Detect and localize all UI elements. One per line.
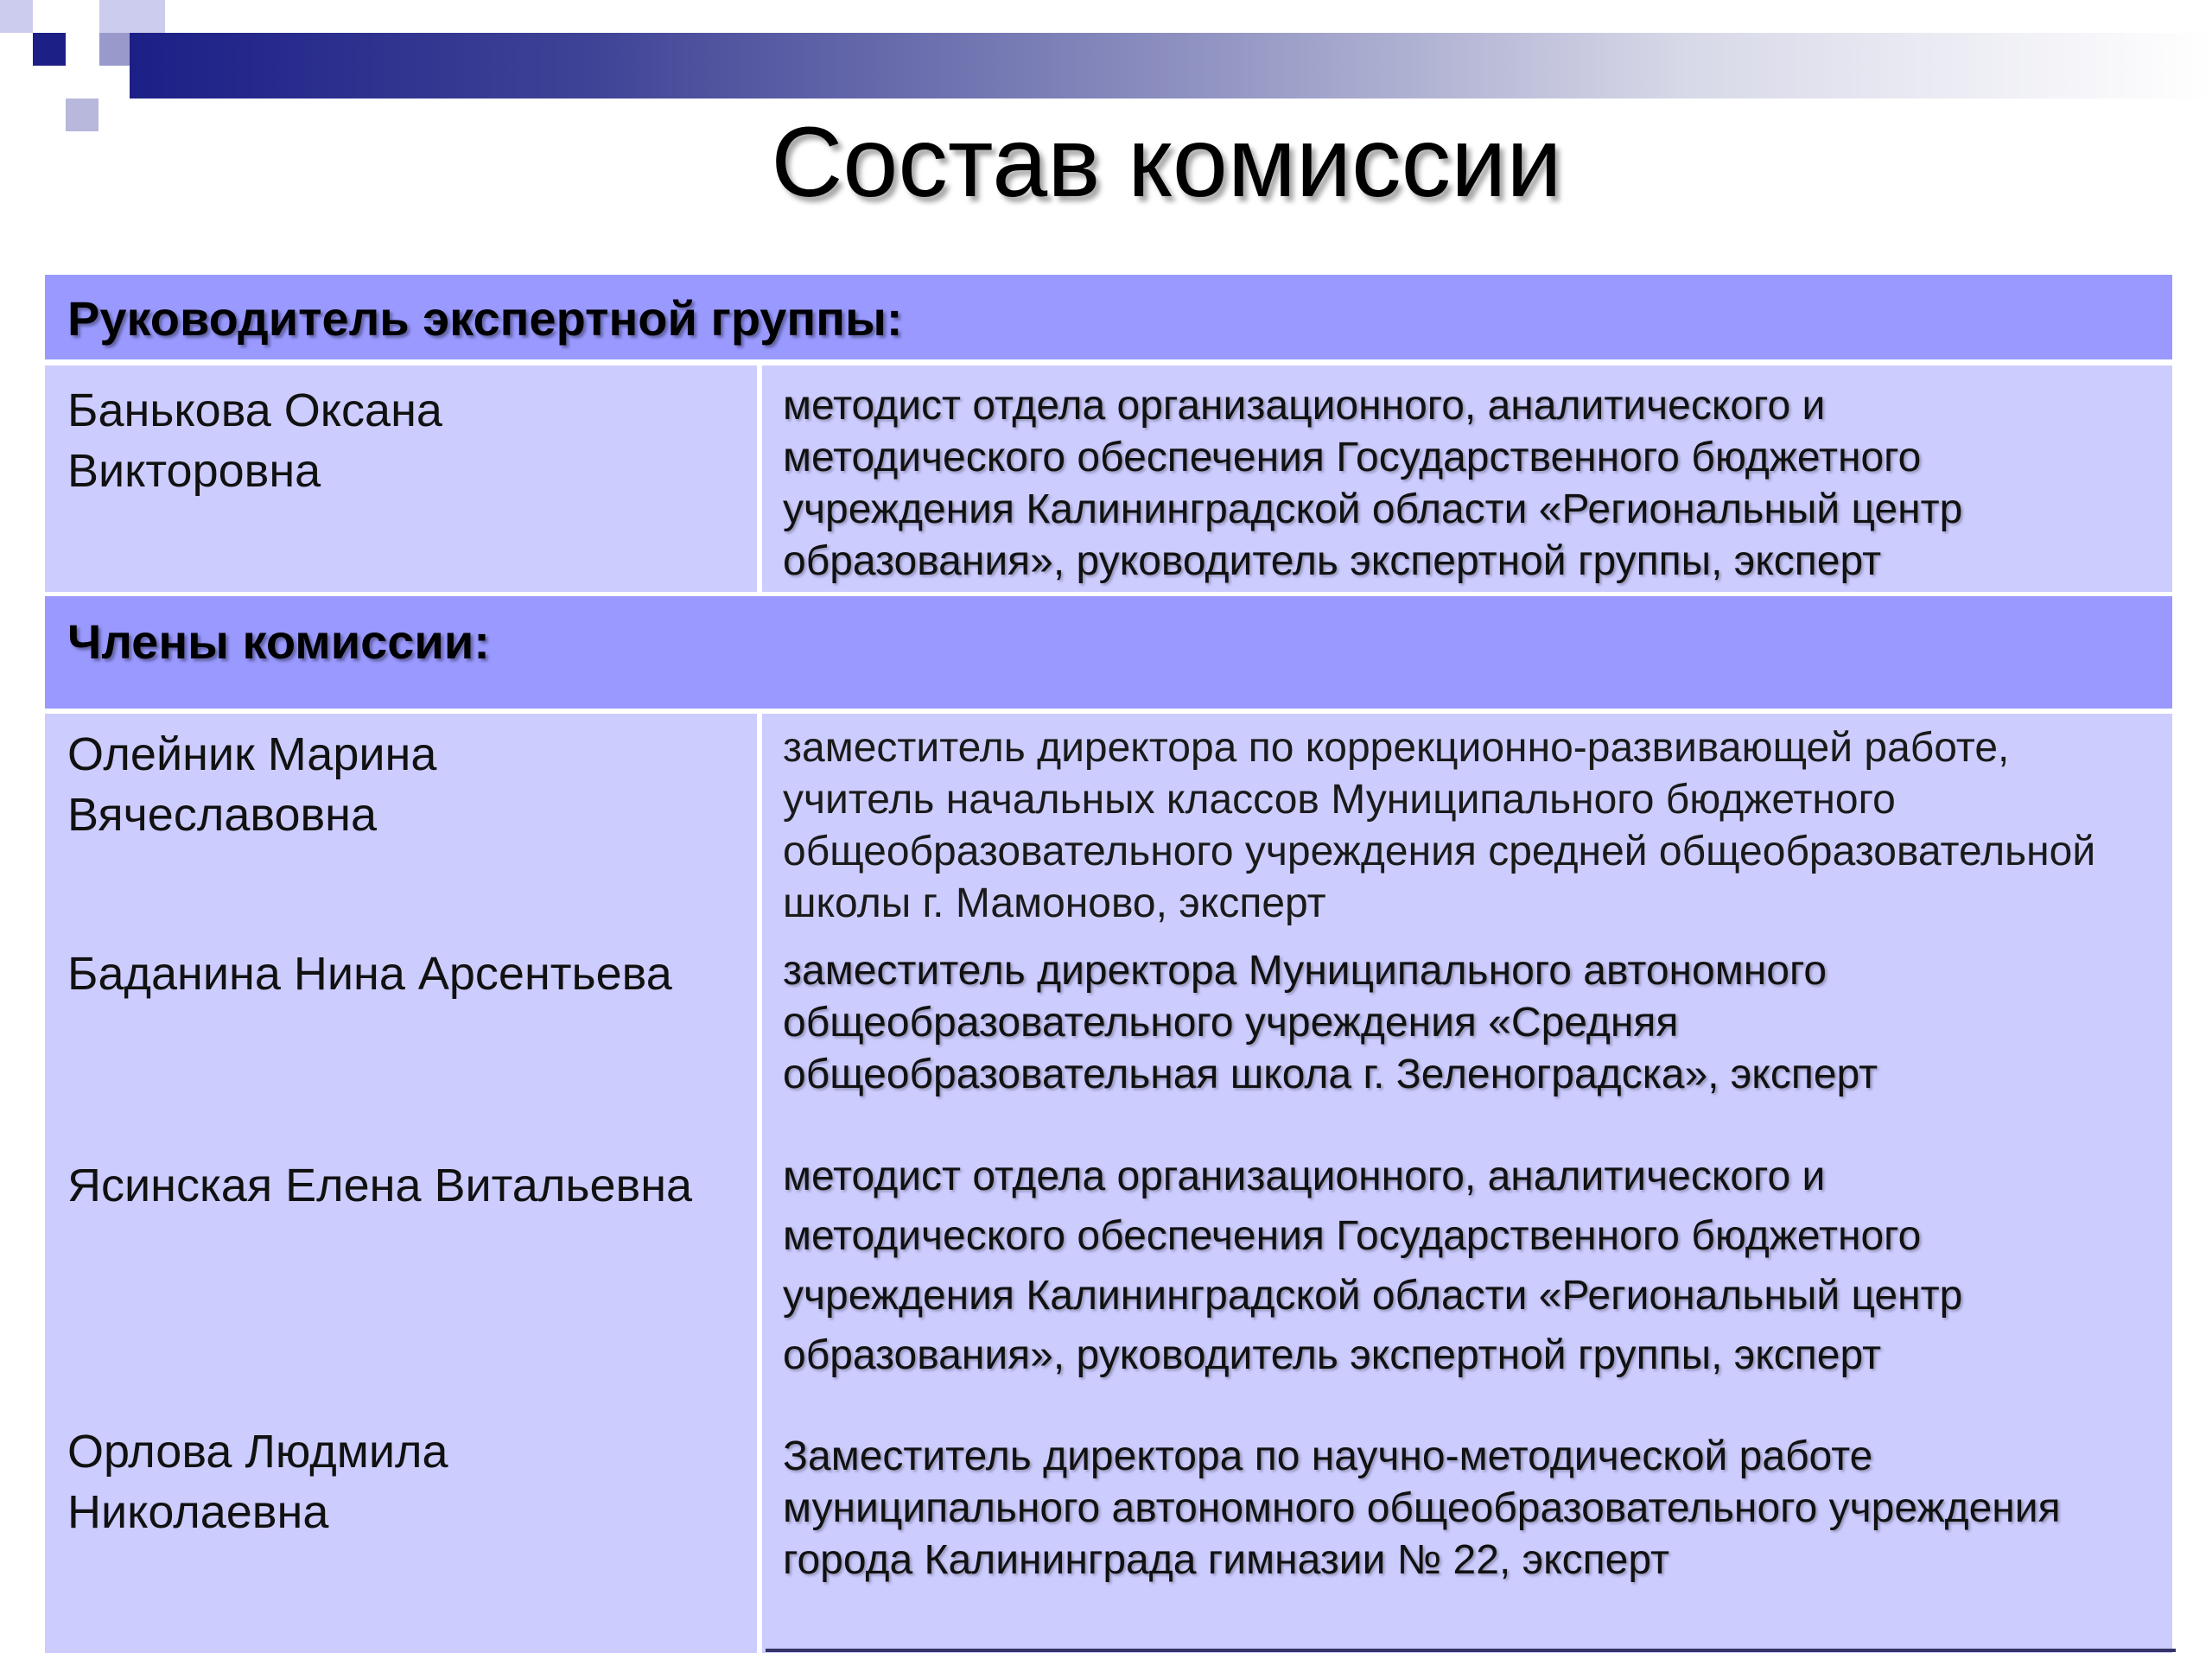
desc-line: учреждения Калининградской области «Региональный центр [783, 1273, 1963, 1319]
member-description [783, 945, 2139, 1101]
commission-table [45, 275, 2172, 1653]
header-banner [130, 33, 2212, 99]
desc-line: заместитель директора по коррекционно-развивающей работе, [783, 725, 2010, 771]
leader-header-label: Руководитель экспертной группы: [67, 291, 903, 346]
leader-name-line2: Викторовна [67, 445, 321, 497]
corner-square-dark [33, 33, 66, 66]
member-name-line2: Николаевна [67, 1486, 329, 1538]
desc-line: образования», руководитель экспертной группы, эксперт [783, 538, 1882, 584]
desc-line: школы г. Мамоново, эксперт [783, 880, 1326, 926]
leader-description [783, 380, 2139, 588]
member-name [67, 1155, 692, 1216]
corner-square-light [0, 0, 33, 33]
leader-name [67, 380, 442, 501]
member-name-line1: Олейник Марина [67, 728, 437, 780]
desc-line: общеобразовательная школа г. Зеленоградска», эксперт [783, 1052, 1878, 1097]
leader-header-row [45, 275, 2172, 359]
leader-name-line1: Банькова Оксана [67, 385, 442, 436]
members-header-label: Члены комиссии: [67, 614, 490, 669]
desc-line: общеобразовательного учреждения «Средняя [783, 1000, 1679, 1046]
desc-line: города Калининграда гимназии № 22, эксперт [783, 1537, 1669, 1583]
member-description [783, 1431, 2139, 1586]
desc-line: Заместитель директора по научно-методической работе [783, 1433, 1873, 1479]
desc-line: учреждения Калининградской области «Региональный центр [783, 486, 1963, 532]
table-bottom-border [766, 1649, 2176, 1652]
desc-line: учитель начальных классов Муниципального бюджетного [783, 777, 1896, 823]
member-name [67, 944, 672, 1004]
desc-line: муниципального автономного общеобразовательного учреждения [783, 1485, 2061, 1531]
desc-line: общеобразовательного учреждения средней общеобразовательной [783, 829, 2096, 874]
member-name [67, 724, 436, 845]
page-title: Состав комиссии [771, 107, 1562, 218]
member-description [783, 1147, 2139, 1385]
members-header-row [45, 596, 2172, 709]
member-name [67, 1421, 448, 1542]
member-name-line2: Вячеславовна [67, 789, 378, 841]
member-description [783, 722, 2139, 930]
desc-line: методического обеспечения Государственного бюджетного [783, 435, 1922, 480]
desc-line: методист отдела организационного, аналитического и [783, 383, 1826, 429]
member-name-line1: Баданина Нина Арсентьева [67, 948, 672, 1000]
corner-square-mid [99, 33, 132, 66]
member-name-line1: Орлова Людмила [67, 1426, 448, 1478]
desc-line: заместитель директора Муниципального автономного [783, 948, 1827, 994]
desc-line: методического обеспечения Государственного бюджетного [783, 1213, 1922, 1259]
member-name-line1: Ясинская Елена Витальевна [67, 1160, 693, 1211]
desc-line: образования», руководитель экспертной группы, эксперт [783, 1332, 1882, 1378]
desc-line: методист отдела организационного, аналитического и [783, 1154, 1826, 1199]
